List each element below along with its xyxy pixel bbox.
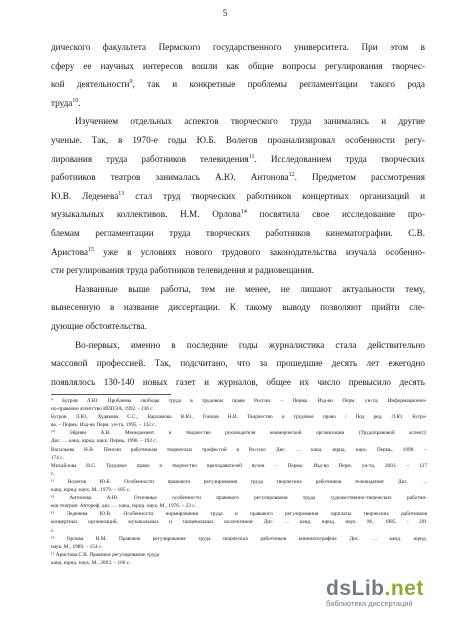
body-line [51, 261, 425, 280]
body-line-text-after: . Исследованием труда творческих [254, 153, 425, 164]
body-line [51, 187, 425, 206]
footnote-line: канд. юрид. наук. М., 2003. – 166 с. [51, 559, 131, 566]
body-line-text-after: . Предметом рассмотрения [294, 172, 425, 183]
body-line [51, 94, 425, 113]
body-line [51, 38, 425, 57]
footnote-separator [51, 394, 171, 395]
body-line-text-after: , так и конкретные проблемы регламентации такого рода [132, 79, 425, 90]
footnote-ref: 15 [88, 246, 95, 253]
footnotes [51, 397, 427, 567]
footnote-ref: 10 [72, 97, 79, 104]
footnote-ref: 11 [248, 153, 255, 160]
body-line [51, 205, 425, 224]
footnote-line: Васильева Н.В. Пенсии работникам творческих профессий в России: Дис. … канд. юрид. наук. Пермь, 1998. – [51, 446, 427, 453]
footnote-line: ва. – Пермь: Изд-во Перм. ун-та, 1995. – 132 с. [51, 422, 156, 429]
body-line-text: массовой профессией. Так, подсчитано, что за прошедшие десять лет ежегодно [51, 358, 425, 369]
body-line [51, 373, 425, 392]
footnote-line: ¹⁵ Аристова С.В. Правовое регулирование труда [51, 551, 160, 558]
footnote-ref: 13 [118, 190, 125, 197]
watermark-logo [326, 577, 446, 601]
body-line-text: Во-первых, именно в последние годы журналистика стала действительно [75, 339, 425, 350]
footnote-line: наук. М., 1989. – 154 с. [51, 543, 103, 550]
body-line-text: Аристова [51, 246, 89, 257]
body-line-text-after: уже в условиях нового трудового законодательства изучала особенно- [94, 246, 425, 257]
body-line-text: дующие обстоятельства. [51, 320, 147, 331]
body-line-text: труда [51, 97, 73, 108]
watermark-subtitle: библиотека диссертаций [326, 599, 413, 608]
footnote-ref: 9 [129, 79, 133, 86]
footnote-ref: 14 [240, 209, 247, 216]
footnote-ref: 12 [288, 172, 295, 179]
watermark [326, 577, 446, 608]
body-line-text: Ю.В. Леденева [51, 190, 119, 201]
footnote-line: ¹⁰ Эйриян А.В. Менеджмент и творчество руководителя коммерческой организации (Трудоправовой аспект): [51, 430, 427, 437]
body-line [51, 168, 425, 187]
body-line-text: сферу ее научных интересов вошли как общие вопросы регулирования творчес- [51, 60, 425, 71]
footnote-line: ¹² Антонова А.Ю. Основные особенности правового регулирования труда художественно-творческих работни- [51, 495, 427, 502]
footnote-line: ¹³ Леденева Ю.В. Особенности нормирования труда и правового регулирования зарплаты творческих работников [51, 511, 427, 518]
body-text [51, 38, 425, 391]
body-line [51, 150, 425, 169]
body-line [51, 131, 425, 150]
footnote-line: Бугров Л.Ю., Худякова С.С., Варламова В.Ю., Гонцов Н.И. Творчество и трудовое право / Под ред. Л.Ю. Бугро- [51, 414, 427, 421]
body-line [51, 112, 425, 131]
body-line [51, 57, 425, 76]
body-line-text: работников театров занималась А.Ю. Антонова [51, 172, 289, 183]
body-line [51, 280, 425, 299]
body-line-text: Названные выше работы, тем не менее, не лишают актуальности тему, [75, 283, 425, 294]
body-line-text: Изучением отдельных аспектов творческого труда занимались и другие [75, 116, 425, 127]
body-line-text: ученые. Так, в 1970-е годы Ю.Б. Волегов проанализировал особенности регу- [51, 134, 425, 145]
footnote-line: но-правовое агентство ИППЭА, 1992. - 236 с. [51, 406, 154, 413]
footnote-line: Михайлова Н.С. Трудовое право и творчество преподавателей вузов. – Пермь: Изд-во Перм. ун-та, 2003. – 127 [51, 462, 427, 469]
footnote-line: ков театров: Автореф. дис. … канд. юрид. наук. М., 1976. – 23 с. [51, 503, 196, 510]
body-line-text: сти регулирования труда работников телевидения и радиовещания. [51, 265, 314, 276]
body-line-text: кой деятельности [51, 79, 130, 90]
body-line-text: вынесенную в название диссертации. К такому выводу позволяют прийти сле- [51, 302, 425, 313]
watermark-title: dsLib [326, 577, 385, 600]
footnote-line: ⁹ Бугров Л.Ю. Проблемы свободы труда в трудовом праве России. – Пермь: Изд-во Перм. ун-та; Информационно- [51, 398, 427, 404]
body-line-text: появлялось 130-140 новых газет и журналов, общее их число превысило десять [51, 376, 425, 387]
watermark-title-accent: .net [384, 577, 424, 600]
footnote-line: с. [51, 470, 55, 477]
footnote-line: Дис. … канд. юрид. наук. Пермь, 1996. – 192 с. [51, 438, 157, 445]
body-line-text: блемам регламентации труда творческих работников кинематографии. С.В. [51, 227, 425, 238]
body-line-text: дического факультета Пермского государственного университета. При этом в [51, 42, 425, 52]
body-line [51, 336, 425, 355]
footnote-line: с. [51, 527, 55, 534]
body-line-text: лирования труда работников телевидения [51, 153, 249, 164]
body-line [51, 317, 425, 336]
body-line-text-after: стал труд творческих работников концертных организаций и [124, 190, 425, 201]
body-line-text-after: . [78, 97, 81, 108]
footnote-line: ¹¹ Волегов Ю.Б. Особенности правового регулирования труда творческих работников телевидения: Дис. … [51, 478, 427, 485]
body-line [51, 354, 425, 373]
body-line [51, 243, 425, 262]
footnote-line: 174 с. [51, 454, 64, 461]
body-line-text: музыкальных коллективов. Н.М. Орлова [51, 209, 241, 220]
page-number: 5 [222, 8, 228, 18]
footnote-line: ¹⁴ Орлова Н.М. Правовое регулирование труда творческих работников кинематографии: Дис. … канд. юрид. [51, 535, 427, 542]
body-line [51, 298, 425, 317]
footnote-line: концертных организаций, музыкальных и танцевальных коллективов: Дис. … канд. юрид. наук. М., 1985. - 201 [51, 519, 427, 526]
body-line [51, 75, 425, 94]
body-line [51, 224, 425, 243]
body-line-text-after: посвятила свое исследование про- [246, 209, 425, 220]
footnote-line: канд. юрид. наук. М., 1979. – 185 с. [51, 487, 131, 494]
